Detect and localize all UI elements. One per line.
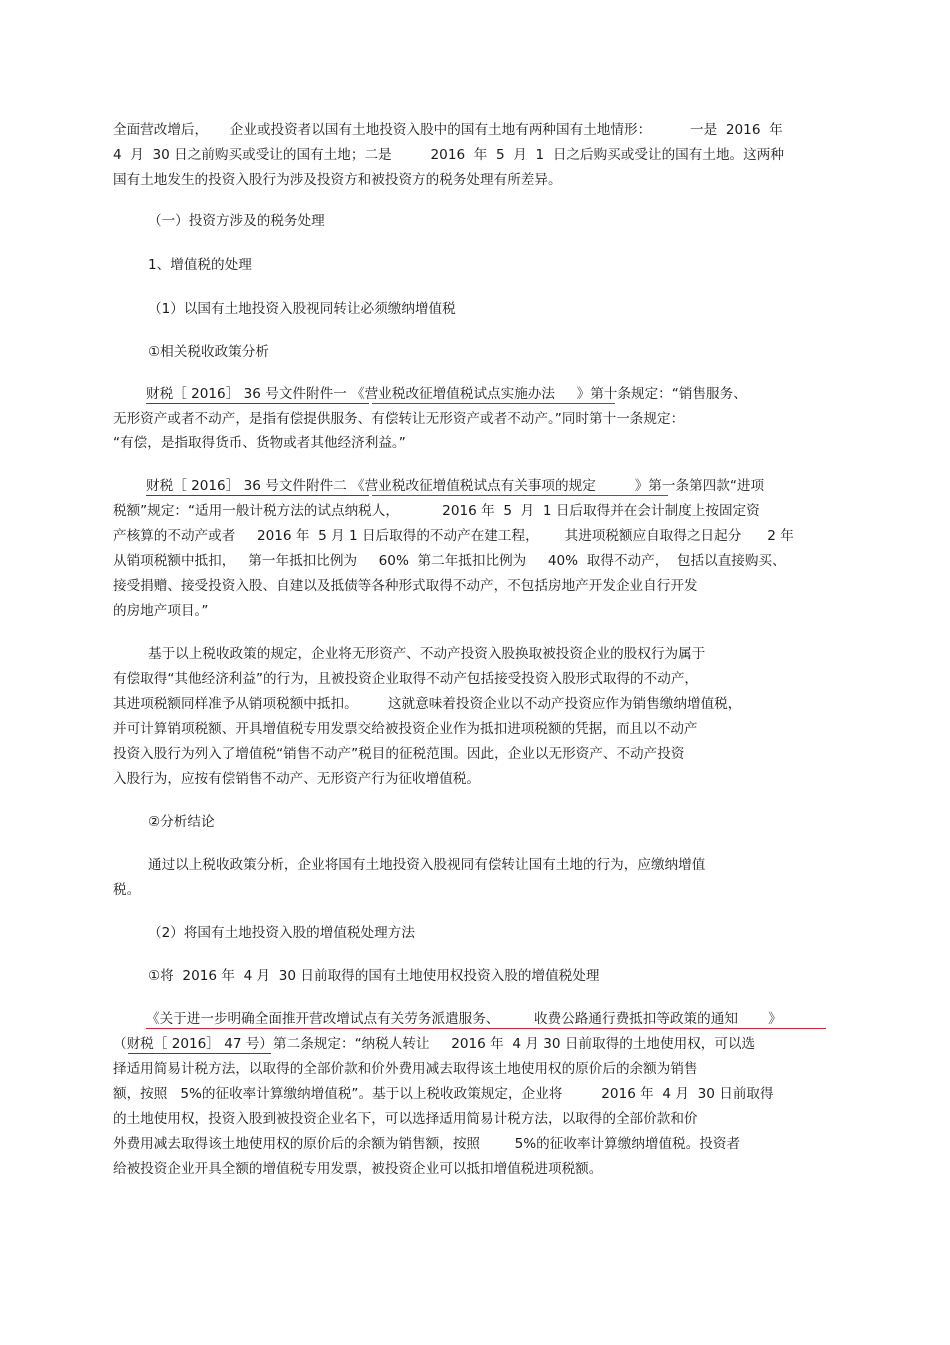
- conclusion-heading: ②分析结论: [148, 814, 215, 830]
- para-36-1-line-3: “有偿，是指取得货币、货物或者其他经济利益。”: [113, 435, 406, 451]
- item-heading-1: （1）以国有土地投资入股视同转让必须缴纳增值税: [148, 301, 456, 317]
- para-basis-line-2: 有偿取得“其他经济利益”的行为，且被投资企业取得不动产包括接受投资入股形式取得的不动产，: [113, 671, 699, 687]
- para-47-line-7: 给被投资企业开具全额的增值税专用发票，被投资企业可以抵扣增值税进项税额。: [113, 1161, 603, 1177]
- para-47-line-4: 额，按照 5%的征收率计算缴纳增值税”。基于以上税收政策规定，企业将 2016 年 4 月 30 日前取得: [113, 1086, 774, 1102]
- underline-blue-ref-1: [146, 403, 369, 404]
- para-36-1-line-1: 财税［ 2016］ 36 号文件附件一 《营业税改征增值税试点实施办法 》第十条规定：“销售服务、: [146, 386, 747, 402]
- underline-red-ref-3: [146, 1028, 826, 1029]
- intro-line-1: 全面营改增后， 企业或投资者以国有土地投资入股中的国有土地有两种国有土地情形： 一是 2016 年: [113, 122, 783, 138]
- section-heading-investor: （一）投资方涉及的税务处理: [148, 213, 325, 229]
- intro-line-3: 国有土地发生的投资入股行为涉及投资方和被投资方的税务处理有所差异。: [113, 172, 562, 188]
- para-basis-line-6: 入股行为，应按有偿销售不动产、无形资产行为征收增值税。: [113, 771, 481, 787]
- item-heading-2: （2）将国有土地投资入股的增值税处理方法: [148, 925, 415, 941]
- method-heading: ①将 2016 年 4 月 30 日前取得的国有土地使用权投资入股的增值税处理: [148, 968, 600, 984]
- para-36-2-line-6: 的房地产项目。”: [113, 603, 209, 619]
- subsection-heading-vat: 1、增值税的处理: [148, 257, 252, 273]
- para-conclusion-line-1: 通过以上税收政策分析，企业将国有土地投资入股视同有偿转让国有土地的行为，应缴纳增值: [148, 857, 706, 873]
- para-47-line-3: 择适用简易计税方法，以取得的全部价款和价外费用减去取得该土地使用权的原价后的余额为销售: [113, 1061, 698, 1077]
- para-36-2-line-5: 接受捐赠、接受投资入股、自建以及抵债等各种形式取得不动产，不包括房地产开发企业自行开发: [113, 578, 698, 594]
- underline-red-ref-2: [372, 495, 668, 496]
- underline-blue-ref-3: [128, 1053, 271, 1054]
- para-47-line-5: 的土地使用权，投资入股到被投资企业名下，可以选择适用简易计税方法，以取得的全部价款和价: [113, 1111, 698, 1127]
- para-conclusion-line-2: 税。: [113, 882, 141, 898]
- para-basis-line-3: 其进项税额同样准予从销项税额中抵扣。 这就意味着投资企业以不动产投资应作为销售缴纳增值税，: [113, 696, 742, 712]
- para-36-2-line-1: 财税［ 2016］ 36 号文件附件二 《营业税改征增值税试点有关事项的规定 》第一条第四款“进项: [146, 478, 765, 494]
- para-47-line-2: （财税［ 2016］ 47 号）第二条规定：“纳税人转让 2016 年 4 月 30 日前取得的土地使用权，可以选: [113, 1036, 756, 1052]
- para-36-1-line-2: 无形资产或者不动产，是指有偿提供服务、有偿转让无形资产或者不动产。”同时第十一条规定：: [113, 411, 685, 427]
- para-36-2-line-4: 从销项税额中抵扣， 第一年抵扣比例为 60% 第二年抵扣比例为 40% 取得不动产， 包括以直接购买、: [113, 553, 786, 569]
- intro-line-2: 4 月 30 日之前购买或受让的国有土地；二是 2016 年 5 月 1 日之后购买或受让的国有土地。这两种: [113, 147, 784, 163]
- underline-blue-ref-2: [146, 495, 369, 496]
- underline-red-ref-1: [372, 403, 615, 404]
- para-basis-line-1: 基于以上税收政策的规定，企业将无形资产、不动产投资入股换取被投资企业的股权行为属于: [148, 646, 706, 662]
- para-basis-line-4: 并可计算销项税额、开具增值税专用发票交给被投资企业作为抵扣进项税额的凭据，而且以不动产: [113, 721, 698, 737]
- para-basis-line-5: 投资入股行为列入了增值税“销售不动产”税目的征税范围。因此，企业以无形资产、不动产投资: [113, 746, 685, 762]
- para-47-line-6: 外费用减去取得该土地使用权的原价后的余额为销售额，按照 5%的征收率计算缴纳增值税。投资者: [113, 1136, 741, 1152]
- policy-analysis-heading: ①相关税收政策分析: [148, 344, 269, 360]
- para-47-line-1: 《关于进一步明确全面推开营改增试点有关劳务派遣服务、 收费公路通行费抵扣等政策的通知 》: [146, 1011, 782, 1027]
- para-36-2-line-2: 税额”规定：“适用一般计税方法的试点纳税人， 2016 年 5 月 1 日后取得并在会计制度上按固定资: [113, 503, 760, 519]
- para-36-2-line-3: 产核算的不动产或者 2016 年 5 月 1 日后取得的不动产在建工程， 其进项税额应自取得之日起分 2 年: [113, 528, 794, 544]
